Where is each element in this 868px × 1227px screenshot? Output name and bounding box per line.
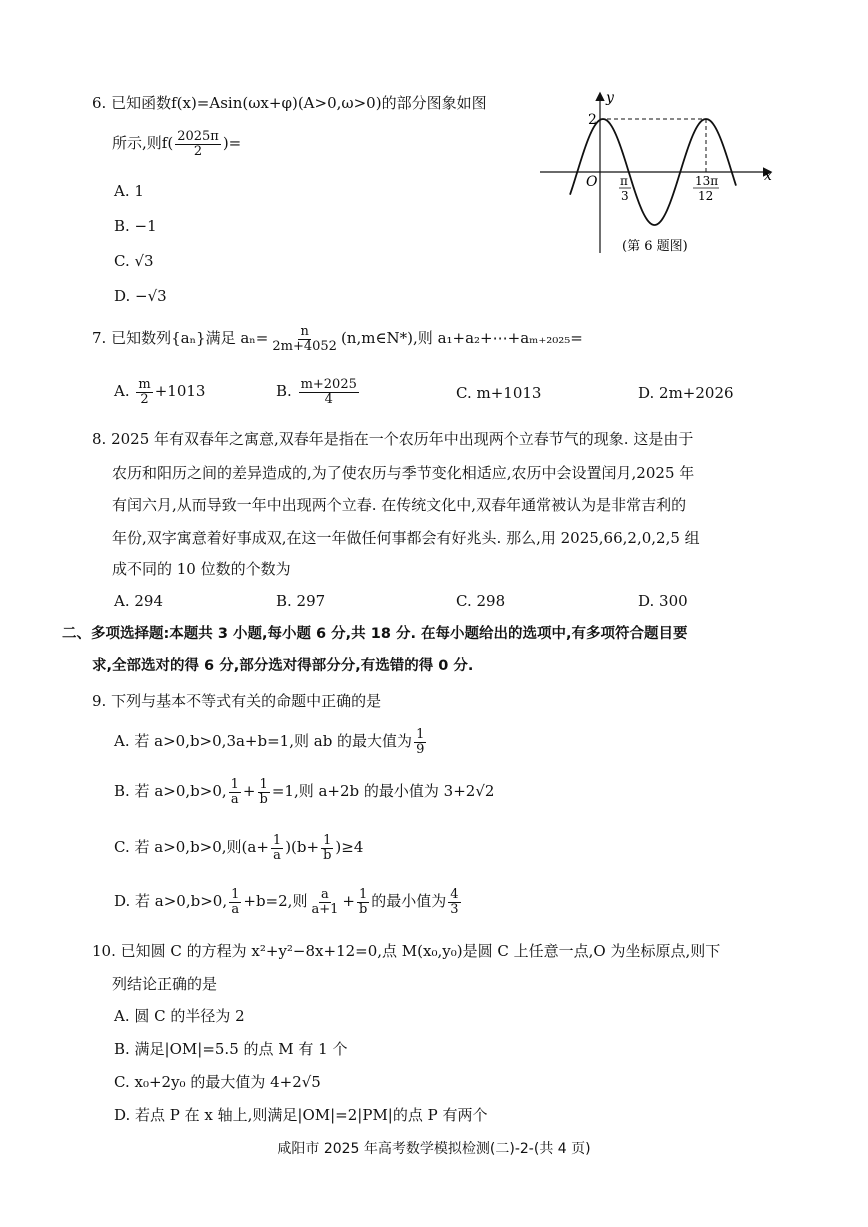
q9-d-frac2 [309,888,340,916]
q7-frac-num: n [300,324,309,339]
q9-d-f4n: 4 [450,887,459,902]
q9-c-f2n: 1 [323,833,332,848]
q9-d-f3d: b [358,901,368,917]
tick-13pi-12-num: 13π [695,174,719,188]
q6-stem2-post: )= [222,134,242,153]
q9-d-f2n: a [321,887,329,902]
q7-a-post: +1013 [154,382,206,401]
q7-option-a [114,378,205,406]
origin-label: O [586,174,598,190]
q6-sine-graph [530,88,780,258]
q9-d-f2d: a+1 [311,901,339,917]
q7-stem-post: (n,m∈N*),则 a₁+a₂+⋯+aₘ₊₂₀₂₅= [340,329,583,348]
q9-d-f1n: 1 [231,887,240,902]
q9-b-f2n: 1 [259,777,268,792]
q6-stem-line2 [112,130,241,158]
q6-fraction [175,130,221,158]
q9-a-text: A. 若 a>0,b>0,3a+b=1,则 ab 的最大值为 [114,732,413,751]
q9-d-f1d: a [231,901,240,917]
q9-a-num: 1 [416,727,425,742]
q6-option-d: D. −√3 [114,287,167,305]
q10-option-d: D. 若点 P 在 x 轴上,则满足|OM|=2|PM|的点 P 有两个 [114,1106,488,1124]
q7-b-frac [299,378,359,406]
q7-a-num: m [138,377,151,392]
q7-option-b [276,378,361,406]
q9-c-pre: C. 若 a>0,b>0,则(a+ [114,838,269,857]
q8-line4: 年份,双字寓意着好事成双,在这一年做任何事都会有好兆头. 那么,用 2025,66,2,0,2,5 组 [112,529,700,547]
q9-d-frac1 [229,888,241,916]
q10-option-b: B. 满足|OM|=5.5 的点 M 有 1 个 [114,1040,348,1058]
q7-frac-den: 2m+4052 [272,338,337,354]
q7-stem-pre: 7. 已知数列{aₙ}满足 aₙ= [92,329,269,348]
tick-pi-3-num: π [620,174,628,188]
page-footer: 咸阳市 2025 年高考数学模拟检测(二)-2-(共 4 页) [277,1141,591,1157]
q7-option-d: D. 2m+2026 [638,384,734,402]
q8-option-d: D. 300 [638,592,688,610]
q6-option-c: C. √3 [114,252,154,270]
q9-d-mid1: +b=2,则 [243,892,308,911]
x-axis-label: x [764,168,772,184]
q10-line2: 列结论正确的是 [112,975,218,993]
section2-heading-line2: 求,全部选对的得 6 分,部分选对得部分分,有选错的得 0 分. [92,658,474,674]
q6-frac-num: 2025π [177,129,219,144]
q8-option-c: C. 298 [456,592,506,610]
q7-stem [92,325,583,353]
q9-stem: 9. 下列与基本不等式有关的命题中正确的是 [92,692,382,710]
q7-a-frac [136,378,152,406]
q10-option-c: C. x₀+2y₀ 的最大值为 4+2√5 [114,1073,321,1091]
tick-13pi-12-den: 12 [698,189,714,203]
q6-option-a: A. 1 [114,182,144,200]
q9-c-frac1 [271,834,283,862]
q9-option-a [114,728,428,756]
q8-line2: 农历和阳历之间的差异造成的,为了使农历与季节变化相适应,农历中会设置闰月,2025 年 [112,464,695,482]
section2-heading-line1: 二、多项选择题:本题共 3 小题,每小题 6 分,共 18 分. 在每小题给出的选项中,有多项符合题目要 [62,626,688,642]
q6-stem2-pre: 所示,则f( [112,134,174,153]
q6-stem-line1: 6. 已知函数f(x)=Asin(ωx+φ)(A>0,ω>0)的部分图象如图 [92,94,487,112]
y-axis-label: y [606,90,614,106]
q9-a-den: 9 [416,741,425,757]
q9-d-frac3 [357,888,369,916]
q8-line1: 8. 2025 年有双春年之寓意,双春年是指在一个农历年中出现两个立春节气的现象. 这是由于 [92,430,694,448]
q9-b-f1n: 1 [230,777,239,792]
peak-value-label: 2 [588,112,597,128]
q6-frac-den: 2 [193,143,203,159]
q7-b-num: m+2025 [300,377,357,392]
figure-caption: (第 6 题图) [622,239,688,254]
q9-b-f2d: b [259,791,268,807]
tick-pi-3-den: 3 [621,189,629,203]
q7-a-pre: A. [114,382,135,401]
q9-c-post: )≥4 [335,838,364,857]
q7-a-den: 2 [140,391,149,407]
q7-fraction [270,325,339,353]
q9-option-b [114,778,494,806]
q9-b-plus: + [242,782,256,801]
q9-b-frac1 [229,778,241,806]
q7-b-den: 4 [324,391,333,407]
q9-b-frac2 [258,778,270,806]
q9-a-frac [414,728,426,756]
q9-b-post: =1,则 a+2b 的最小值为 3+2√2 [271,782,495,801]
q9-d-frac4 [448,888,460,916]
q9-d-plus: + [342,892,355,911]
q9-d-pre: D. 若 a>0,b>0, [114,892,228,911]
q8-option-b: B. 297 [276,592,326,610]
q10-line1: 10. 已知圆 C 的方程为 x²+y²−8x+12=0,点 M(x₀,y₀)是圆 C 上任意一点,O 为坐标原点,则下 [92,942,721,960]
q8-line5: 成不同的 10 位数的个数为 [112,560,291,578]
q9-d-f4d: 3 [450,901,459,917]
q9-c-f1d: a [273,847,281,863]
q6-option-b: B. −1 [114,217,157,235]
q9-d-mid2: 的最小值为 [371,892,447,911]
q9-b-f1d: a [230,791,239,807]
q9-option-d [114,888,463,916]
q9-option-c [114,834,363,862]
q9-c-mid: )(b+ [285,838,320,857]
q9-c-frac2 [321,834,333,862]
q9-c-f2d: b [323,847,332,863]
q7-b-pre: B. [276,382,297,401]
q8-line3: 有闰六月,从而导致一年中出现两个立春. 在传统文化中,双春年通常被认为是非常吉利的 [112,496,687,514]
q9-c-f1n: 1 [272,833,282,848]
q8-option-a: A. 294 [114,592,163,610]
q10-option-a: A. 圆 C 的半径为 2 [114,1007,245,1025]
q7-option-c: C. m+1013 [456,384,542,402]
q9-b-pre: B. 若 a>0,b>0, [114,782,227,801]
q9-d-f3n: 1 [358,887,368,902]
